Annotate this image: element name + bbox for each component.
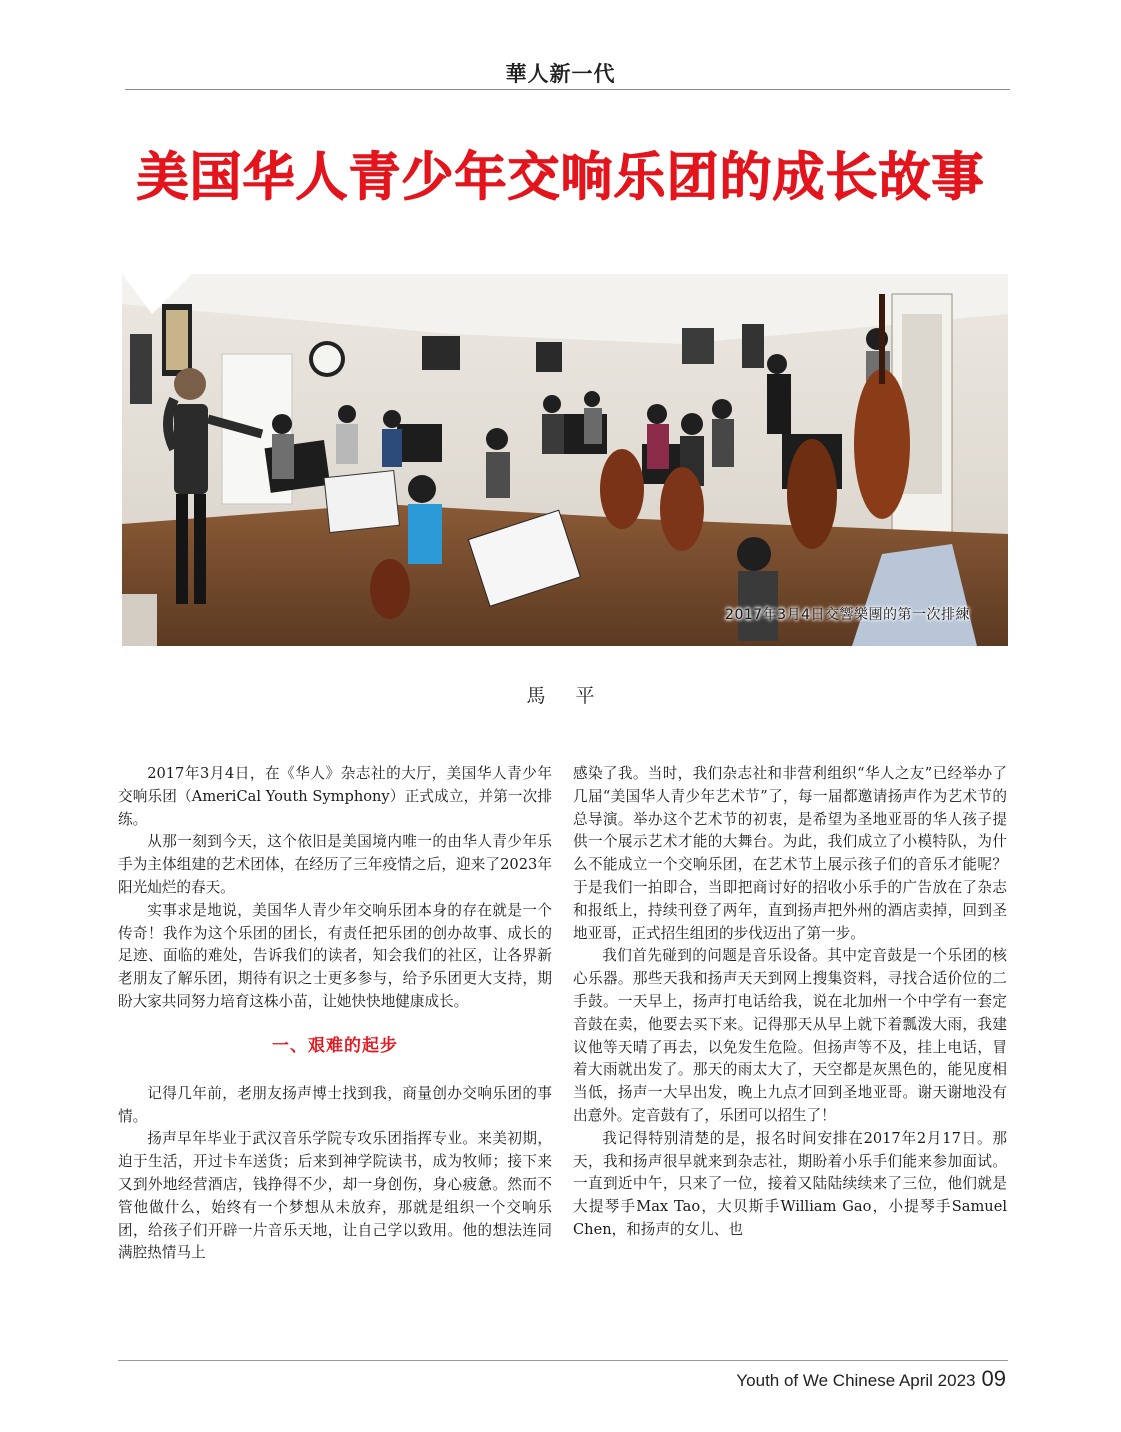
section-header: 華人新一代	[505, 62, 616, 86]
article-title: 美国华人青少年交响乐团的成长故事	[136, 148, 985, 208]
paragraph: 我记得特别清楚的是，报名时间安排在2017年2月17日。那天，我和扬声很早就来到杂志社，期盼着小乐手们能来参加面试。一直到近中午，只来了一位，接着又陆陆续续来了三位，他们就是大提琴手Max Tao，大贝斯手William Gao，小提琴手Samuel Chen，和扬声的女儿、也	[573, 1129, 1007, 1238]
section-heading: 一、艰难的起步	[272, 1035, 398, 1056]
paragraph: 2017年3月4日，在《华人》杂志社的大厅，美国华人青少年交响乐团（AmeriCal Youth Symphony）正式成立，并第一次排练。	[118, 765, 552, 828]
page-footer	[736, 1366, 1006, 1392]
paragraph: 感染了我。当时，我们杂志社和非营利组织“华人之友”已经举办了几届“美国华人青少年艺术节”了，每一届都邀请扬声作为艺术节的总导演。举办这个艺术节的初衷，是希望为圣地亚哥的华人孩子提供一个展示艺术才能的大舞台。为此，我们成立了小模特队，为什么不能成立一个交响乐团，在艺术节上展示孩子们的音乐才能呢？于是我们一拍即合，当即把商讨好的招收小乐手的广告放在了杂志和报纸上，持续刊登了两年，直到扬声把外州的酒店卖掉，回到圣地亚哥，正式招生组团的步伐迈出了第一步。	[573, 765, 1007, 942]
left-column	[118, 763, 552, 1265]
orchestra-photo	[122, 274, 1008, 646]
paragraph: 实事求是地说，美国华人青少年交响乐团本身的存在就是一个传奇！我作为这个乐团的团长，有责任把乐团的创办故事、成长的足迹、面临的难处，告诉我们的读者，知会我们的社区，让各界新老朋友了解乐团，期待有识之士更多参与，给予乐团更大支持，期盼大家共同努力培育这株小苗，让她快快地健康成长。	[118, 901, 552, 1010]
paragraph: 记得几年前，老朋友扬声博士找到我，商量创办交响乐团的事情。	[118, 1084, 552, 1125]
footer-divider	[118, 1360, 1008, 1361]
right-column	[573, 763, 1007, 1242]
author-byline: 馬平	[526, 685, 625, 707]
paragraph: 扬声早年毕业于武汉音乐学院专攻乐团指挥专业。来美初期，迫于生活，开过卡车送货；后来到神学院读书，成为牧师；接下来又到外地经营酒店，钱挣得不少，却一身创伤，身心疲惫。然而不管他做什么，始终有一个梦想从未放弃，那就是组织一个交响乐团，给孩子们开辟一片音乐天地，让自己学以致用。他的想法连同满腔热情马上	[118, 1130, 552, 1262]
paragraph: 从那一刻到今天，这个依旧是美国境内唯一的由华人青少年乐手为主体组建的艺术团体，在经历了三年疫情之后，迎来了2023年阳光灿烂的春天。	[118, 833, 552, 896]
page-number: 09	[981, 1366, 1006, 1391]
photo-caption: 2017年3月4日交響樂團的第一次排練	[725, 607, 970, 623]
publication-name: Youth of We Chinese April 2023	[736, 1371, 976, 1390]
paragraph: 我们首先碰到的问题是音乐设备。其中定音鼓是一个乐团的核心乐器。那些天我和扬声天天到网上搜集资料，寻找合适价位的二手鼓。一天早上，扬声打电话给我，说在北加州一个中学有一套定音鼓在卖，他要去买下来。记得那天从早上就下着瓢泼大雨，我建议他等天晴了再去，以免发生危险。但扬声等不及，挂上电话，冒着大雨就出发了。那天的雨太大了，天空都是灰黑色的，能见度相当低，扬声一大早出发，晚上九点才回到圣地亚哥。谢天谢地没有出意外。定音鼓有了，乐团可以招生了！	[573, 947, 1007, 1124]
header-divider	[125, 89, 1010, 90]
photo-illustration	[122, 274, 1008, 646]
